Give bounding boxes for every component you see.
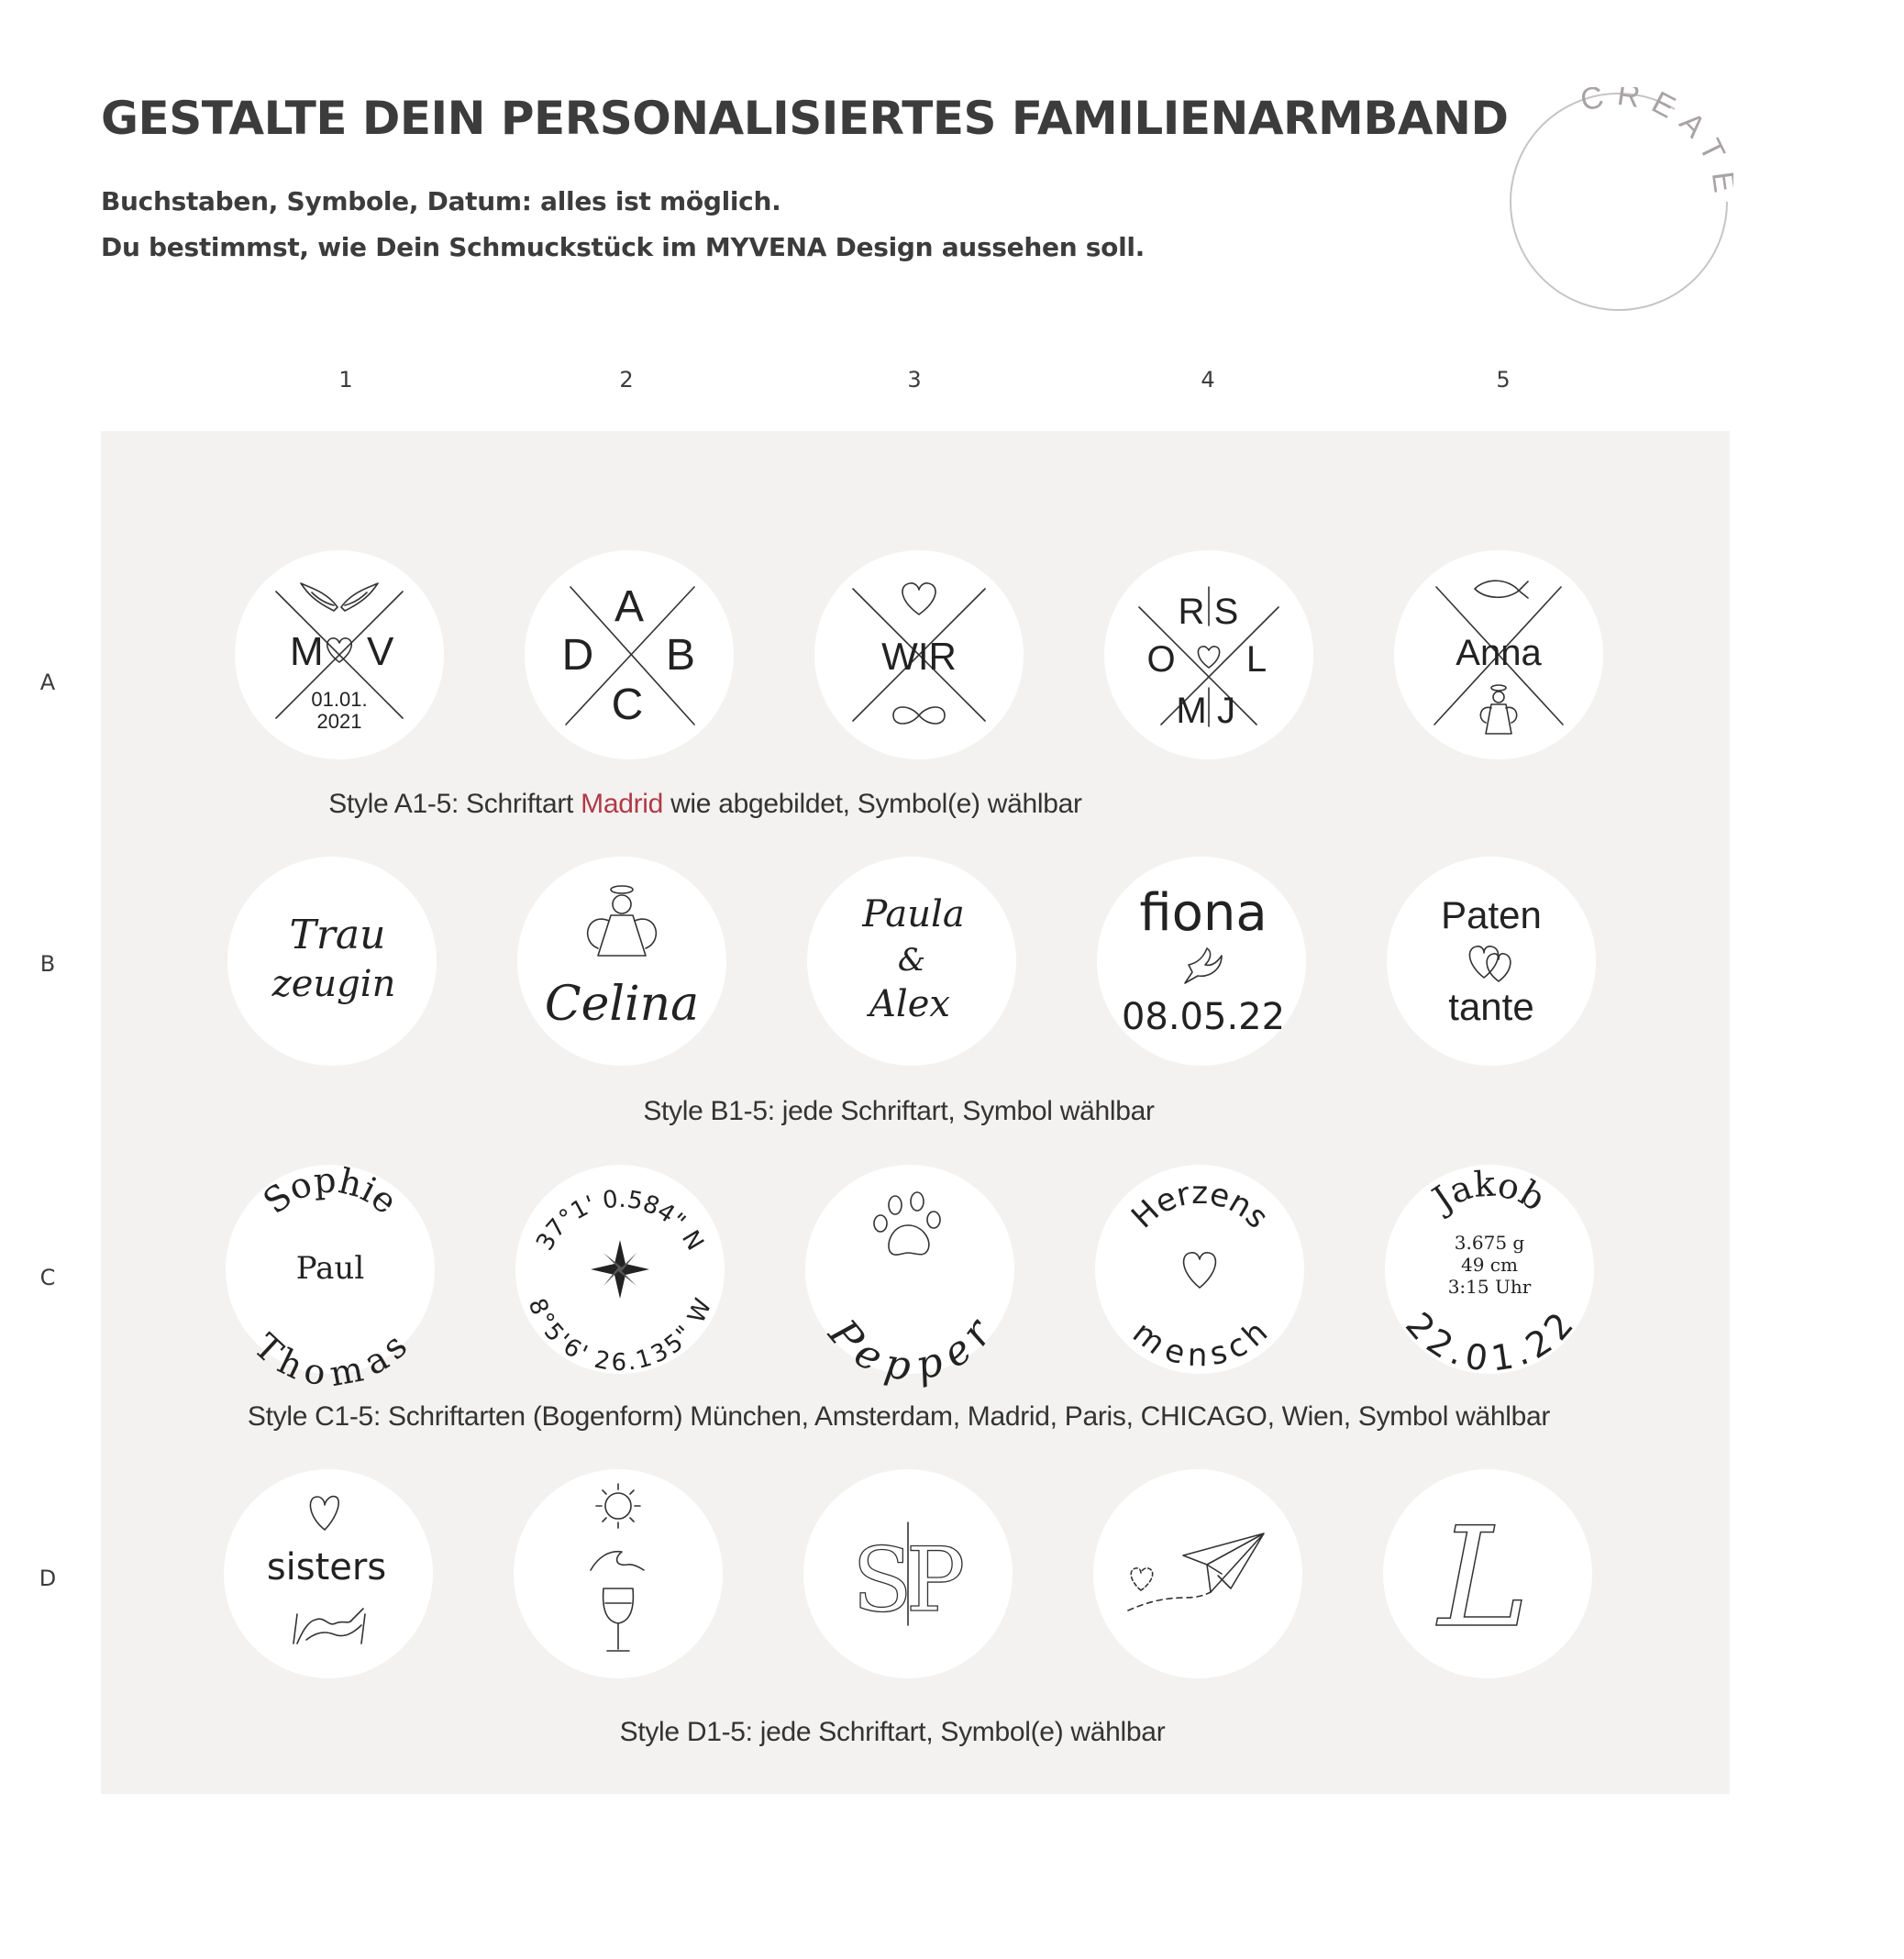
- a4-letter-top-right: S: [1213, 592, 1239, 632]
- b2-text: Celina: [544, 977, 700, 1032]
- wine-glass-icon: [603, 1588, 634, 1651]
- disc-c4[interactable]: [1095, 1165, 1304, 1374]
- svg-text:8°5'6' 26.135" W: [522, 1295, 718, 1378]
- b3-line-2: &: [897, 942, 926, 979]
- d1-text: sisters: [266, 1546, 387, 1588]
- a4-letter-bottom-right: J: [1217, 691, 1235, 731]
- d5-letter: L: [1438, 1499, 1530, 1658]
- c1-top-text: Sophie: [255, 1159, 405, 1223]
- row-label-d: D: [39, 1566, 57, 1591]
- column-number-2: 2: [619, 367, 634, 393]
- d3-letter-left: S: [852, 1529, 913, 1632]
- wave-icon: [591, 1552, 644, 1570]
- row-c-caption: Style C1-5: Schriftarten (Bogenform) München, Amsterdam, Madrid, Paris, CHICAGO, Wien, Symbol wählbar: [247, 1401, 1551, 1432]
- disc-c5[interactable]: [1385, 1163, 1594, 1379]
- b1-line-1: Trau: [289, 912, 386, 958]
- disc-d3[interactable]: [803, 1469, 1013, 1678]
- a2-letter-right: B: [665, 631, 696, 680]
- disc-d5[interactable]: [1383, 1469, 1592, 1678]
- disc-c1[interactable]: [226, 1159, 435, 1395]
- create-badge-logo: [1504, 87, 1733, 316]
- a1-letter-right: V: [367, 629, 394, 674]
- c5-date: 22.01.22: [1398, 1304, 1581, 1379]
- heart-icon: [310, 1497, 338, 1530]
- c4-bottom-text: mensch: [1125, 1313, 1275, 1375]
- row-label-b: B: [39, 951, 56, 977]
- column-number-5: 5: [1496, 367, 1511, 393]
- sun-icon: [596, 1484, 640, 1528]
- b4-name: fiona: [1139, 883, 1267, 943]
- d3-letter-right: P: [905, 1529, 966, 1632]
- svg-text:22.01.22: [1398, 1305, 1581, 1379]
- column-number-3: 3: [907, 367, 922, 393]
- disc-c3[interactable]: [805, 1165, 1014, 1390]
- page-title: GESTALTE DEIN PERSONALISIERTES FAMILIENARMBAND: [101, 92, 1509, 145]
- disc-d4[interactable]: [1093, 1469, 1302, 1678]
- b3-line-1: Paula: [862, 893, 965, 935]
- a2-letter-bottom: C: [611, 681, 644, 729]
- two-hearts-icon: [1469, 946, 1510, 981]
- disc-b4[interactable]: [1097, 857, 1306, 1066]
- c2-top-text: 37°1' 0.584" N: [531, 1185, 709, 1256]
- a1-letter-left: M: [290, 629, 324, 674]
- svg-text:mensch: [1125, 1313, 1274, 1374]
- badge-text: CREAT: [1577, 87, 1733, 176]
- svg-text:Herzens: [1124, 1175, 1276, 1235]
- svg-text:Sophie: [256, 1159, 405, 1222]
- a3-text: WIR: [881, 635, 957, 678]
- disc-b2[interactable]: [517, 857, 726, 1066]
- c4-top-text: Herzens: [1124, 1174, 1276, 1236]
- svg-text:CREATE: [1577, 87, 1733, 205]
- row-d-caption: Style D1-5: jede Schriftart, Symbol(e) wählbar: [619, 1717, 1166, 1747]
- row-a-caption: Style A1-5: Schriftart Madrid wie abgebildet, Symbol(e) wählbar: [328, 789, 1082, 819]
- fish-icon: [1475, 581, 1528, 598]
- a2-letter-left: D: [561, 631, 594, 680]
- a1-date-1: 01.01.: [311, 688, 368, 711]
- c5-time: 3:15 Uhr: [1447, 1276, 1532, 1298]
- madrid-font-link[interactable]: Madrid: [581, 789, 664, 819]
- heart-icon: [1184, 1253, 1216, 1288]
- c3-text: Pepper: [819, 1311, 1002, 1390]
- a5-text: Anna: [1456, 633, 1542, 673]
- angel-wings-icon: [301, 583, 378, 611]
- c1-middle-text: Paul: [295, 1250, 365, 1287]
- intro-line-1: Buchstaben, Symbole, Datum: alles ist möglich.: [101, 186, 781, 216]
- heart-icon: [1198, 647, 1219, 668]
- a2-letter-top: A: [614, 582, 645, 631]
- a4-letter-left: O: [1146, 639, 1176, 680]
- row-label-c: C: [39, 1265, 56, 1290]
- pinky-promise-hands-icon: [293, 1609, 365, 1644]
- compass-rose-icon: [591, 1240, 649, 1299]
- svg-text:Thomas: [246, 1326, 415, 1395]
- disc-b1[interactable]: [227, 857, 437, 1066]
- disc-c2[interactable]: [515, 1165, 725, 1378]
- svg-text:Pepper: [819, 1309, 1003, 1390]
- b5-line-2: tante: [1448, 985, 1534, 1028]
- b3-line-3: Alex: [869, 983, 950, 1025]
- c5-length: 49 cm: [1461, 1254, 1518, 1276]
- c5-weight: 3.675 g: [1454, 1232, 1525, 1254]
- disc-a2[interactable]: [525, 550, 734, 759]
- heart-icon: [1131, 1568, 1152, 1590]
- angel-icon: [588, 886, 657, 956]
- b1-line-2: zeugin: [271, 963, 396, 1005]
- disc-b5[interactable]: [1387, 857, 1596, 1066]
- heart-icon: [327, 638, 352, 662]
- disc-a1[interactable]: [235, 550, 444, 759]
- paw-icon: [874, 1192, 940, 1255]
- row-b-caption: Style B1-5: jede Schriftart, Symbol wählbar: [643, 1096, 1155, 1126]
- paper-plane-icon: [1183, 1533, 1264, 1592]
- column-number-4: 4: [1201, 367, 1215, 393]
- design-panel: [101, 431, 1730, 1794]
- disc-a4[interactable]: [1104, 550, 1313, 759]
- intro-line-2: Du bestimmst, wie Dein Schmuckstück im MYVENA Design aussehen soll.: [101, 232, 1146, 262]
- column-number-1: 1: [338, 367, 353, 393]
- svg-text:Jakob: [1422, 1163, 1552, 1221]
- a4-letter-top-left: R: [1178, 592, 1205, 632]
- b5-line-1: Paten: [1441, 893, 1542, 936]
- infinity-icon: [893, 707, 945, 724]
- c1-bottom-text: Thomas: [246, 1325, 415, 1395]
- disc-d1[interactable]: [224, 1469, 433, 1678]
- b4-date: 08.05.22: [1121, 996, 1286, 1038]
- disc-b3[interactable]: [807, 857, 1016, 1066]
- disc-a5[interactable]: [1394, 550, 1603, 759]
- a4-letter-bottom-left: M: [1176, 691, 1207, 731]
- disc-d2[interactable]: [514, 1469, 723, 1678]
- c2-bottom-text: 8°5'6' 26.135" W: [522, 1294, 718, 1378]
- a1-date-2: 2021: [316, 710, 362, 733]
- disc-a3[interactable]: [814, 550, 1024, 759]
- dashed-trail: [1128, 1592, 1211, 1610]
- dove-icon: [1185, 948, 1222, 983]
- c5-top-text: Jakob: [1425, 1163, 1553, 1220]
- heart-icon: [902, 583, 935, 614]
- row-label-a: A: [39, 670, 56, 695]
- a4-letter-right: L: [1245, 639, 1267, 680]
- angel-icon: [1480, 685, 1516, 734]
